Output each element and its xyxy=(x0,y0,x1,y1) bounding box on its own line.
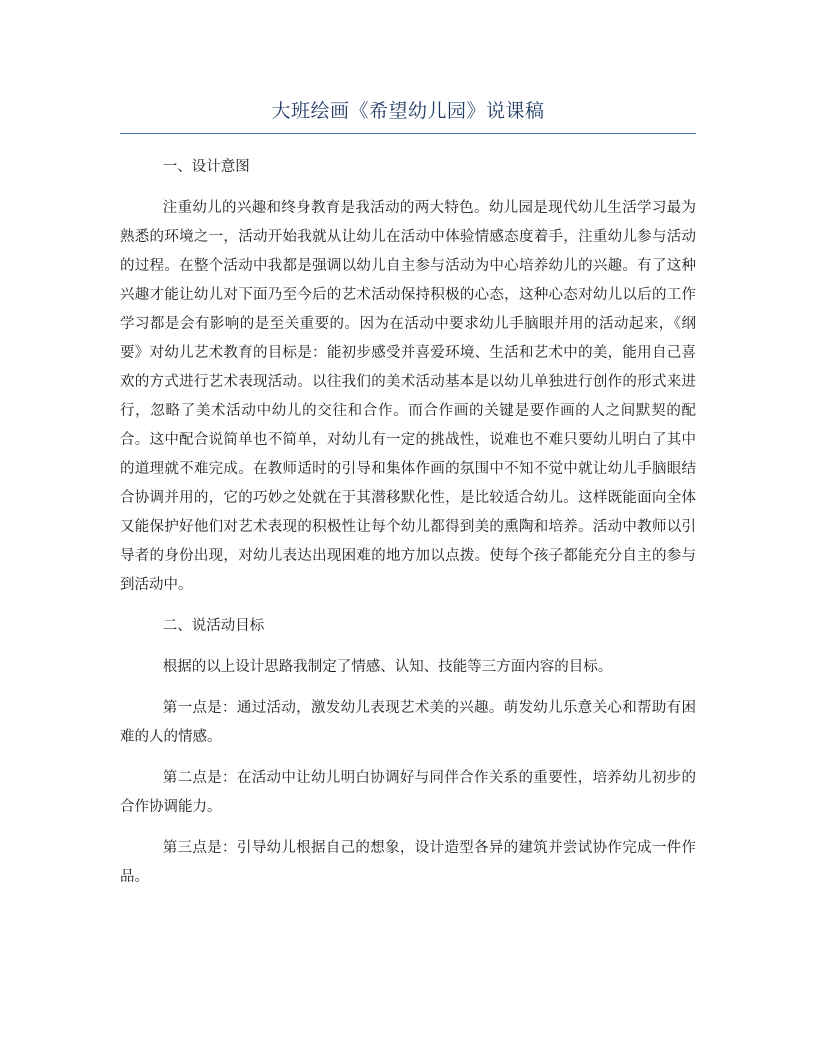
paragraph-goals-intro: 根据的以上设计思路我制定了情感、认知、技能等三方面内容的目标。 xyxy=(162,659,613,675)
title-underline xyxy=(120,133,696,134)
paragraph-design-intent: 注重幼儿的兴趣和终身教育是我活动的两大特色。幼儿园是现代幼儿生活学习最为熟悉的环境之一，活动开始我就从让幼儿在活动中体验情感态度着手，注重幼儿参与活动的过程。在整个活动中我都是强调以幼儿自主参与活动为中心培养幼儿的兴趣。有了这种兴趣才能让幼儿对下面乃至今后的艺术活动保持积极的心态，这种心态对幼儿以后的工作学习都是会有影响的是至关重要的。因为在活动中要求幼儿手脑眼并用的活动起来，《纲要》对幼儿艺术教育的目标是：能初步感受并喜爱环境、生活和艺术中的美，能用自己喜欢的方式进行艺术表现活动。以往我们的美术活动基本是以幼儿单独进行创作的形式来进行，忽略了美术活动中幼儿的交往和合作。而合作画的关键是要作画的人之间默契的配合。这中配合说简单也不简单，对幼儿有一定的挑战性，说难也不难只要幼儿明白了其中的道理就不难完成。在教师适时的引导和集体作画的氛围中不知不觉中就让幼儿手脑眼结合协调并用的，它的巧妙之处就在于其潜移默化性，是比较适合幼儿。这样既能面向全体又能保护好他们对艺术表现的积极性让每个幼儿都得到美的熏陶和培养。活动中教师以引导者的身份出现，对幼儿表达出现困难的地方加以点拨。使每个孩子都能充分自主的参与到活动中。 xyxy=(120,200,696,593)
section-heading-activity-goals: 二、说活动目标 xyxy=(162,618,265,634)
paragraph-goal-3: 第三点是：引导幼儿根据自己的想象，设计造型各异的建筑并尝试协作完成一件作品。 xyxy=(120,840,696,885)
section-heading-design-intent: 一、设计意图 xyxy=(162,159,250,175)
paragraph-goal-2: 第二点是：在活动中让幼儿明白协调好与同伴合作关系的重要性，培养幼儿初步的合作协调能力。 xyxy=(120,770,696,815)
document-body xyxy=(120,153,696,904)
document-title: 大班绘画《希望幼儿园》说课稿 xyxy=(271,100,545,122)
paragraph-goal-1: 第一点是：通过活动，激发幼儿表现艺术美的兴趣。萌发幼儿乐意关心和帮助有困难的人的情感。 xyxy=(120,700,696,745)
